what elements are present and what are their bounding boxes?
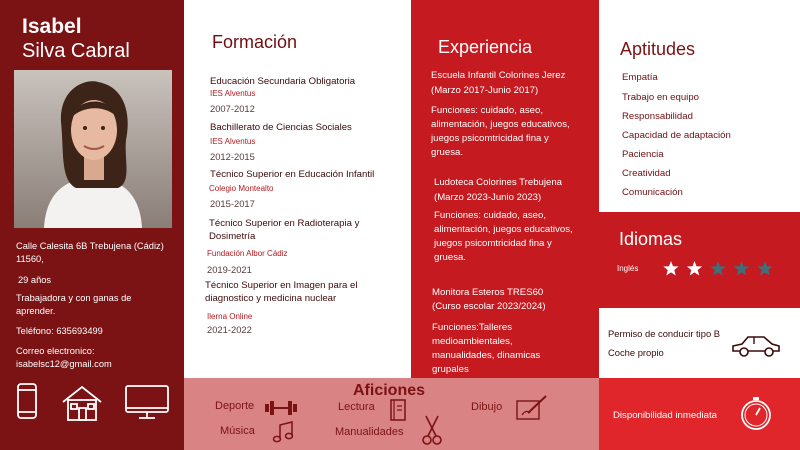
email-label: Correo electronico: (16, 346, 95, 356)
summary: Trabajadora y con ganas de aprender. (16, 293, 132, 316)
language-name: Inglés (617, 264, 639, 273)
languages-heading: Idiomas (619, 229, 683, 249)
education-years-2: 2012-2015 (210, 151, 255, 162)
education-school-5: Ilerna Online (207, 312, 253, 321)
dumbbell-icon (263, 400, 299, 421)
experience-tasks-2: Funciones: cuidado, aseo, alimentación, juegos educativos, juegos psicomtricidad fina y gruesa. (434, 210, 573, 263)
education-school-1: IES Alventus (210, 89, 256, 98)
education-title-5: Técnico Superior en Imagen para el diagnostico y medicina nuclear (205, 280, 358, 304)
address: Calle Calesita 6B Trebujena (Cádiz) 11560, (16, 241, 164, 264)
skill-7: Comunicación (622, 187, 683, 198)
hobby-music: Música (220, 425, 255, 437)
skills-heading: Aptitudes (620, 39, 696, 59)
education-years-1: 2007-2012 (210, 103, 255, 114)
experience-period-1: (Marzo 2017-Junio 2017) (431, 85, 539, 96)
education-school-4: Fundación Albor Cádiz (207, 249, 288, 258)
scissors-icon (420, 414, 444, 450)
education-years-5: 2021-2022 (207, 324, 252, 335)
education-years-3: 2015-2017 (210, 198, 255, 209)
license-type: Permiso de conducir tipo B (608, 328, 721, 339)
experience-period-2: (Marzo 2023-Junio 2023) (434, 192, 542, 203)
availability-text: Disponibilidad inmediata (613, 410, 717, 421)
skill-6: Creatividad (622, 168, 671, 179)
hobby-crafts: Manualidades (335, 426, 404, 438)
education-school-3: Colegio Montealto (209, 184, 274, 193)
star-empty (757, 261, 772, 275)
experience-tasks-1: Funciones: cuidado, aseo, alimentación, juegos educativos, juegos psicomtricidad fina y gruesa. (431, 105, 570, 158)
phone-icon (14, 382, 40, 427)
education-title-3: Técnico Superior en Educación Infantil (210, 169, 375, 180)
skill-3: Responsabilidad (622, 111, 693, 122)
computer-icon (124, 384, 170, 427)
rating-stars (662, 259, 772, 279)
star-empty (710, 261, 725, 275)
first-name: Isabel (22, 15, 82, 38)
skill-5: Paciencia (622, 149, 664, 160)
phone: Teléfono: 635693499 (16, 326, 103, 336)
experience-tasks-3: Funciones:Talleres medioambientales, manualidades, dinamicas grupales (432, 322, 541, 375)
music-icon (271, 420, 295, 449)
education-title-2: Bachillerato de Ciencias Sociales (210, 122, 352, 133)
last-name: Silva Cabral (22, 40, 130, 62)
experience-period-3: (Curso escolar 2023/2024) (432, 301, 546, 312)
book-icon (388, 398, 408, 427)
hobby-drawing: Dibujo (471, 401, 503, 413)
experience-place-3: Monitora Esteros TRES60 (432, 287, 544, 298)
experience-place-1: Escuela Infantil Colorines Jerez (431, 70, 566, 81)
education-title-4: Técnico Superior en Radioterapia y Dosimetría (209, 218, 360, 242)
skill-2: Trabajo en equipo (622, 92, 699, 103)
car-icon (730, 332, 782, 365)
home-icon (60, 384, 104, 427)
education-heading: Formación (212, 32, 298, 52)
stopwatch-icon (738, 396, 774, 437)
drawing-icon (514, 393, 550, 428)
star-filled (687, 261, 702, 275)
email: isabelsc12@gmail.com (16, 359, 112, 369)
star-empty (734, 261, 749, 275)
language-rating (662, 259, 772, 279)
skill-1: Empatía (622, 72, 658, 83)
education-years-4: 2019-2021 (207, 264, 252, 275)
education-title-1: Educación Secundaria Obligatoria (210, 76, 356, 87)
hobby-reading: Lectura (338, 401, 375, 413)
hobbies-heading: Aficiones (353, 382, 426, 399)
star-filled (663, 261, 678, 275)
skill-4: Capacidad de adaptación (622, 130, 731, 141)
age: 29 años (18, 275, 52, 285)
own-car: Coche propio (608, 347, 664, 358)
education-school-2: IES Alventus (210, 137, 256, 146)
hobby-sport: Deporte (215, 400, 255, 412)
experience-place-2: Ludoteca Colorines Trebujena (434, 177, 563, 188)
experience-heading: Experiencia (438, 37, 533, 57)
profile-photo (14, 70, 172, 228)
